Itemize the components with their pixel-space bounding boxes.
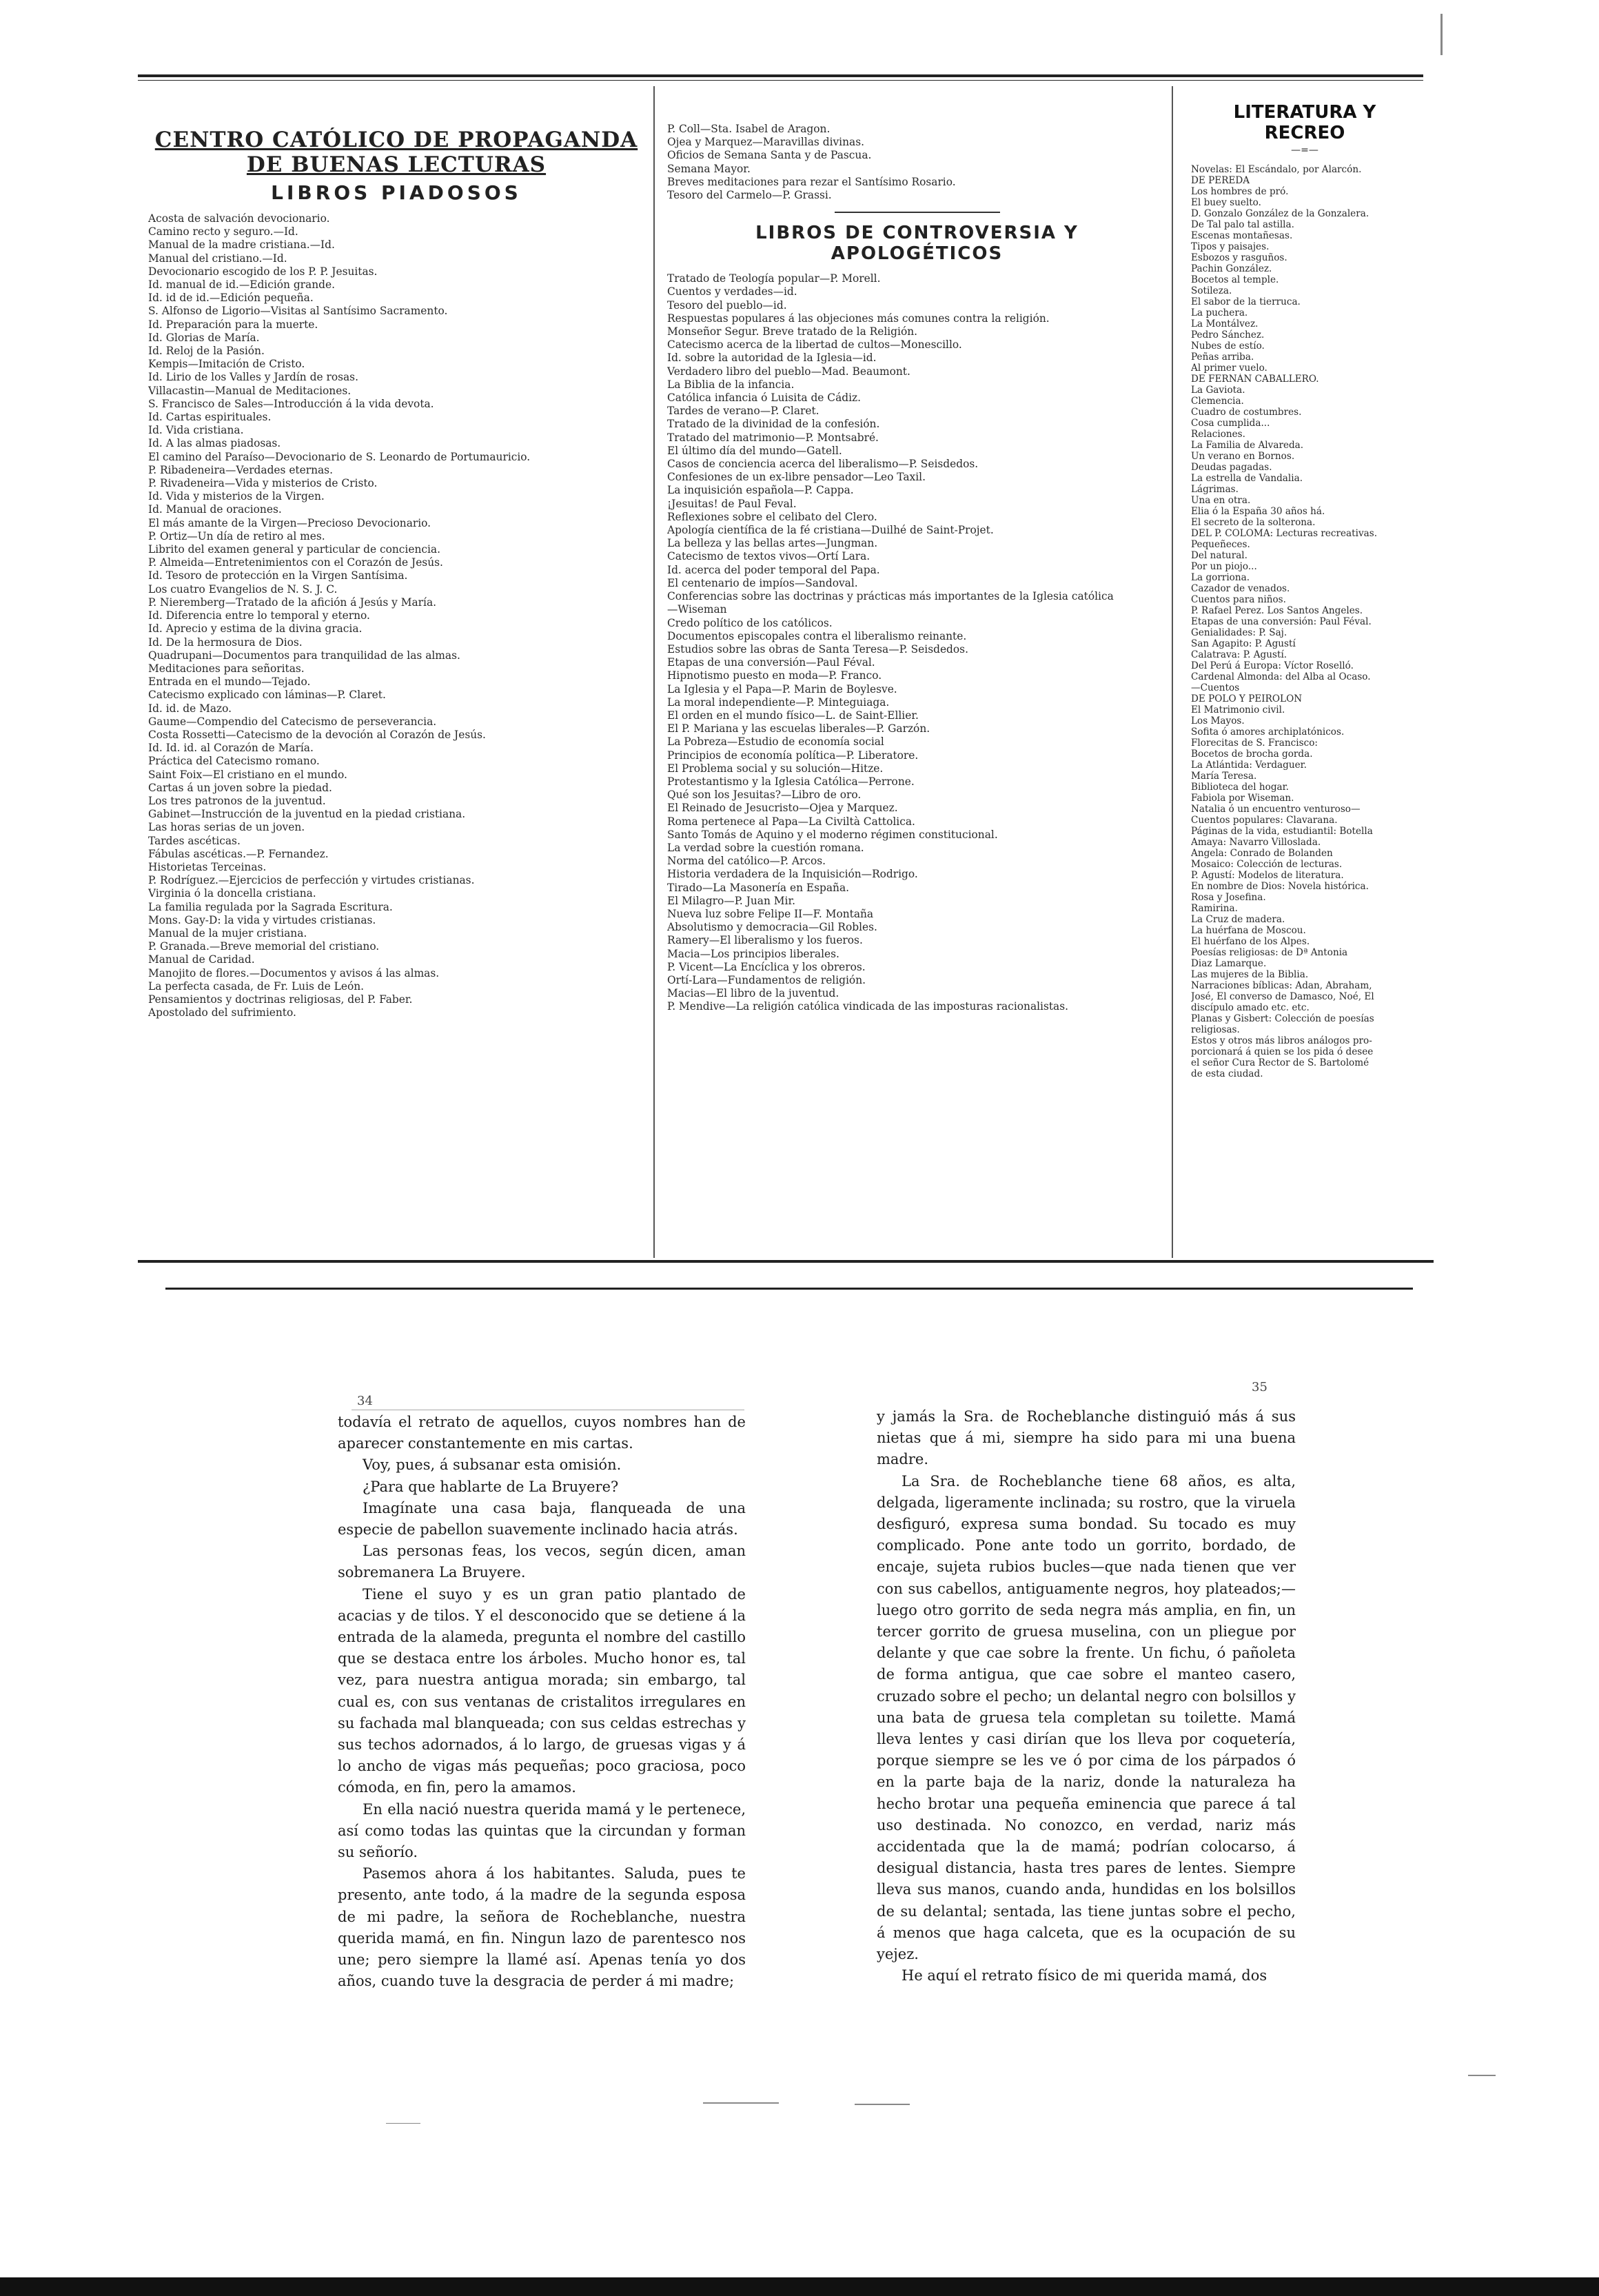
catalog-title: CENTRO CATÓLICO DE PROPAGANDA DE BUENAS LECTURAS <box>154 128 638 177</box>
catalog-entry: La Montálvez. <box>1191 318 1259 329</box>
catalog-entry: El buey suelto. <box>1191 197 1261 208</box>
catalog-entry: El Problema social y su solución—Hitze. <box>667 762 884 775</box>
catalog-entry: Rosa y Josefina. <box>1191 892 1266 903</box>
catalog-entry: La Cruz de madera. <box>1191 914 1285 925</box>
catalog-entry: Cuadro de costumbres. <box>1191 407 1302 418</box>
scan-speck <box>386 2123 420 2124</box>
paragraph: y jamás la Sra. de Rocheblanche distinguió más á sus nietas que á mi, siempre ha sido para mi una buena madre. <box>877 1408 1296 1468</box>
catalog-entry: Cuentos para niños. <box>1191 594 1286 605</box>
catalog-column-controversia <box>667 123 1167 1258</box>
catalog-entry: Virginia ó la doncella cristiana. <box>148 887 316 900</box>
catalog-entry: Qué son los Jesuitas?—Libro de oro. <box>667 789 862 802</box>
catalog-entry: Cuentos populares: Clavarana. <box>1191 815 1338 826</box>
catalog-entry: Por un piojo... <box>1191 561 1257 572</box>
catalog-entry: Práctica del Catecismo romano. <box>148 755 320 768</box>
catalog-entry: Calatrava: P. Agustí. <box>1191 649 1287 660</box>
catalog-entry: Nueva luz sobre Felipe II—F. Montaña <box>667 907 874 920</box>
catalog-entry: Catecismo explicado con láminas—P. Claret. <box>148 689 386 702</box>
catalog-entry: P. Rafael Perez. Los Santos Angeles. <box>1191 605 1363 616</box>
catalog-entry: Lágrimas. <box>1191 484 1239 495</box>
catalog-top-rule <box>138 74 1423 77</box>
catalog-entry: Camino recto y seguro.—Id. <box>148 225 298 238</box>
catalog-entry: El último día del mundo—Gatell. <box>667 444 842 457</box>
catalog-entry: Tratado del matrimonio—P. Montsabré. <box>667 431 879 444</box>
catalog-entry: D. Gonzalo González de la Gonzalera. <box>1191 208 1369 219</box>
catalog-entry: Bocetos al temple. <box>1191 274 1279 285</box>
paragraph: todavía el retrato de aquellos, cuyos nombres han de aparecer constantemente en mis cartas. <box>338 1414 746 1452</box>
catalog-entry: Los cuatro Evangelios de N. S. J. C. <box>148 582 338 596</box>
catalog-entry: Id. Manual de oraciones. <box>148 503 282 516</box>
catalog-entry: Macias—El libro de la juventud. <box>667 987 839 1000</box>
catalog-entry: —Cuentos <box>1191 682 1240 693</box>
catalog-entry: de esta ciudad. <box>1191 1068 1263 1079</box>
catalog-entry: Id. A las almas piadosas. <box>148 437 281 450</box>
catalog-entry: Narraciones bíblicas: Adan, Abraham, <box>1191 980 1372 991</box>
catalog-entry: Sotileza. <box>1191 285 1232 296</box>
catalog-entry: Fábulas ascéticas.—P. Fernandez. <box>148 847 329 860</box>
catalog-entry: Kempis—Imitación de Cristo. <box>148 358 305 371</box>
catalog-entry: discípulo amado etc. etc. <box>1191 1002 1310 1013</box>
catalog-entry: La moral independiente—P. Minteguiaga. <box>667 695 890 709</box>
catalog-entry: Id. Diferencia entre lo temporal y eterno. <box>148 609 370 622</box>
catalog-entry: P. Agustí: Modelos de literatura. <box>1191 870 1344 881</box>
catalog-entry: Diaz Lamarque. <box>1191 958 1267 969</box>
catalog-entry: Pedro Sánchez. <box>1191 329 1265 341</box>
catalog-entry: Protestantismo y la Iglesia Católica—Perrone. <box>667 775 915 788</box>
catalog-entry: DE POLO Y PEIROLON <box>1191 693 1303 704</box>
catalog-entry: Id. Tesoro de protección en la Virgen Santísima. <box>148 569 408 582</box>
controversia-list <box>667 272 1167 1013</box>
catalog-entry: Documentos episcopales contra el liberalismo reinante. <box>667 629 967 642</box>
catalog-entry: Novelas: El Escándalo, por Alarcón. <box>1191 164 1362 175</box>
right-page-text <box>877 1406 1296 1987</box>
catalog-column-piadosos <box>148 128 644 1258</box>
catalog-entry: La huérfana de Moscou. <box>1191 925 1306 936</box>
catalog-entry: Tratado de la divinidad de la confesión. <box>667 418 880 431</box>
section-heading-literatura: LITERATURA Y RECREO <box>1233 102 1376 143</box>
catalog-entry: Casos de conciencia acerca del liberalismo—P. Seisdedos. <box>667 458 979 471</box>
paragraph: ¿Para que hablarte de La Bruyere? <box>363 1478 619 1495</box>
literatura-list <box>1191 164 1418 1079</box>
catalog-entry: Confesiones de un ex-libre pensador—Leo Taxil. <box>667 471 926 484</box>
catalog-entry: Los tres patronos de la juventud. <box>148 794 326 807</box>
scan-speck <box>1468 2075 1496 2076</box>
catalog-entry: Pachin González. <box>1191 263 1272 274</box>
middle-top-list <box>667 123 1167 202</box>
catalog-entry: Id. Lirio de los Valles y Jardín de rosas. <box>148 371 358 384</box>
heading-ornament: —=— <box>1291 145 1318 156</box>
catalog-entry: Bocetos de brocha gorda. <box>1191 749 1313 760</box>
catalog-entry: La estrella de Vandalia. <box>1191 473 1303 484</box>
catalog-entry: Tardes de verano—P. Claret. <box>667 405 819 418</box>
catalog-entry: La Biblia de la infancia. <box>667 378 795 391</box>
section-heading-controversia: LIBROS DE CONTROVERSIA Y APOLOGÉTICOS <box>755 223 1079 265</box>
catalog-entry: Amaya: Navarro Villoslada. <box>1191 837 1321 848</box>
catalog-entry: El sabor de la tierruca. <box>1191 296 1301 307</box>
catalog-entry: S. Alfonso de Ligorio—Visitas al Santísimo Sacramento. <box>148 305 448 318</box>
section-divider <box>835 212 1000 213</box>
catalog-entry: Del Perú á Europa: Víctor Roselló. <box>1191 660 1354 671</box>
catalog-entry: Meditaciones para señoritas. <box>148 662 305 675</box>
catalog-column-literatura <box>1191 102 1418 1258</box>
catalog-entry: Oficios de Semana Santa y de Pascua. <box>667 149 872 162</box>
catalog-entry: Historia verdadera de la Inquisición—Rodrigo. <box>667 868 918 881</box>
catalog-entry: Id. sobre la autoridad de la Iglesia—id. <box>667 352 877 365</box>
catalog-entry: Id. Id. id. al Corazón de María. <box>148 742 314 755</box>
catalog-entry: Ramery—El liberalismo y los fueros. <box>667 934 863 947</box>
catalog-entry: Verdadero libro del pueblo—Mad. Beaumont. <box>667 365 910 378</box>
catalog-entry: José, El converso de Damasco, Noé, El <box>1191 991 1374 1002</box>
catalog-entry: El Milagro—P. Juan Mir. <box>667 894 796 907</box>
catalog-entry: Natalia ó un encuentro venturoso— <box>1191 804 1361 815</box>
catalog-entry: DEL P. COLOMA: Lecturas recreativas. <box>1191 528 1378 539</box>
catalog-entry: Credo político de los católicos. <box>667 616 833 629</box>
catalog-entry: La perfecta casada, de Fr. Luis de León. <box>148 979 365 993</box>
catalog-entry: Manual de la mujer cristiana. <box>148 926 307 939</box>
catalog-entry: Roma pertenece al Papa—La Civiltà Cattolica. <box>667 815 915 828</box>
catalog-entry: Los Mayos. <box>1191 715 1245 727</box>
catalog-bottom-rule-thin <box>165 1288 1413 1290</box>
catalog-entry: religiosas. <box>1191 1024 1240 1035</box>
catalog-entry: Biblioteca del hogar. <box>1191 782 1289 793</box>
catalog-entry: Saint Foix—El cristiano en el mundo. <box>148 768 347 781</box>
paragraph: Voy, pues, á subsanar esta omisión. <box>363 1456 622 1474</box>
catalog-entry: el señor Cura Rector de S. Bartolomé <box>1191 1057 1369 1068</box>
catalog-entry: Id. Reloj de la Pasión. <box>148 345 265 358</box>
catalog-entry: P. Almeida—Entretenimientos con el Corazón de Jesús. <box>148 556 443 569</box>
catalog-entry: Id. De la hermosura de Dios. <box>148 636 303 649</box>
paragraph: Imagínate una casa baja, flanqueada de una especie de pabellon suavemente inclinado hacia atrás. <box>338 1499 746 1538</box>
catalog-entry: Monseñor Segur. Breve tratado de la Religión. <box>667 325 918 338</box>
catalog-entry: Macia—Los principios liberales. <box>667 947 839 960</box>
catalog-entry: Pensamientos y doctrinas religiosas, del P. Faber. <box>148 993 413 1006</box>
catalog-entry: P. Granada.—Breve memorial del cristiano. <box>148 940 380 953</box>
catalog-entry: Las horas serias de un joven. <box>148 821 305 834</box>
paragraph: He aquí el retrato físico de mi querida mamá, dos <box>902 1967 1267 1984</box>
catalog-entry: Norma del católico—P. Arcos. <box>667 855 826 868</box>
catalog-entry: Ortí-Lara—Fundamentos de religión. <box>667 973 866 986</box>
catalog-entry: Esbozos y rasguños. <box>1191 252 1287 263</box>
catalog-entry: Historietas Terceinas. <box>148 860 267 873</box>
catalog-entry: Tardes ascéticas. <box>148 834 241 847</box>
catalog-entry: Breves meditaciones para rezar el Santísimo Rosario. <box>667 175 956 188</box>
catalog-entry: P. Mendive—La religión católica vindicada de las imposturas racionalistas. <box>667 1000 1069 1013</box>
catalog-entry: El camino del Paraíso—Devocionario de S. Leonardo de Portumauricio. <box>148 450 531 463</box>
catalog-entry: Tirado—La Masonería en España. <box>667 881 850 894</box>
catalog-entry: La familia regulada por la Sagrada Escritura. <box>148 900 393 913</box>
catalog-entry: Id. Vida y misterios de la Virgen. <box>148 490 325 503</box>
catalog-entry: Cuentos y verdades—id. <box>667 285 797 298</box>
catalog-entry: Acosta de salvación devocionario. <box>148 212 330 225</box>
catalog-entry: Pequeñeces. <box>1191 539 1250 550</box>
catalog-entry: Etapas de una conversión—Paul Féval. <box>667 656 875 669</box>
catalog-entry: P. Ribadeneira—Verdades eternas. <box>148 463 333 476</box>
scan-speck <box>855 2104 910 2105</box>
catalog-entry: Deudas pagadas. <box>1191 462 1272 473</box>
catalog-entry: Id. Glorias de María. <box>148 331 260 344</box>
catalog-entry: Semana Mayor. <box>667 162 751 175</box>
catalog-entry: P. Rivadeneira—Vida y misterios de Cristo. <box>148 477 378 490</box>
catalog-entry: Tratado de Teología popular—P. Morell. <box>667 272 881 285</box>
catalog-entry: P. Coll—Sta. Isabel de Aragon. <box>667 123 831 135</box>
catalog-entry: Id. Cartas espirituales. <box>148 411 272 424</box>
catalog-entry: Apología científica de la fé cristiana—Duilhé de Saint-Projet. <box>667 524 994 537</box>
paragraph: La Sra. de Rocheblanche tiene 68 años, es alta, delgada, ligeramente inclinada; su rostro, que la viruela desfiguró, expresa suma bondad. Su tocado es muy complicado. Pone ante todo un gorrito, bordado, de encaje, sujeta rubios bucles—que nada tienen que ver con sus cabellos, antiguamente negros, hoy plateados;—luego otro gorrito de seda negra más amplia, en fin, un tercer gorrito de gruesa muselina, con un pliegue por delante y que cae sobre la frente. Un fichu, ó pañoleta de forma antigua, que cae sobre el manteo casero, cruzado sobre el pecho; un delantal negro con bolsillos y una bata de gruesa tela completan su toilette. Mamá lleva lentes y casi dirían que los lleva por coquetería, porque siempre se les ve ó por cima de los párpados ó en la parte baja de la nariz, donde la naturaleza ha hecho brotar una pequeña eminencia que parece á tal uso destinada. No conozco, en verdad, nariz más accidentada que la de mamá; podrían colocarso, á desigual distancia, hasta tres pares de lentes. Siempre lleva sus manos, cuando anda, hundidas en los bolsillos de su delantal; sentada, las tiene juntas sobre el pecho, á menos que haga calceta, que es la ocupación de su yejez. <box>877 1472 1296 1963</box>
catalog-entry: Manual de la madre cristiana.—Id. <box>148 238 335 252</box>
paragraph: Tiene el suyo y es un gran patio plantado de acacias y de tilos. Y el desconocido que se detiene á la entrada de la alameda, pregunta el nombre del castillo que se destaca entre los árboles. Mucho honor es, tal vez, para nuestra antigua morada; sin embargo, tal cual es, con sus ventanas de cristalitos irregulares en su fachada mal blanqueada; con sus celdas estrechas y sus techos adornados, á lo largo, de gruesas vigas y á lo ancho de vigas más pequeñas; poco graciosa, poco cómoda, en fin, pero la amamos. <box>338 1585 746 1796</box>
catalog-entry: La gorriona. <box>1191 572 1250 583</box>
catalog-entry: Catecismo de textos vivos—Ortí Lara. <box>667 550 870 563</box>
catalog-entry: El centenario de impíos—Sandoval. <box>667 576 858 589</box>
catalog-entry: Mosaico: Colección de lecturas. <box>1191 859 1343 870</box>
catalog-entry: El Reinado de Jesucristo—Ojea y Marquez. <box>667 802 898 815</box>
column-divider <box>653 86 655 1258</box>
catalog-entry: Cartas á un joven sobre la piedad. <box>148 781 332 794</box>
catalog-entry: La Atlántida: Verdaguer. <box>1191 760 1307 771</box>
catalog-entry: Absolutismo y democracia—Gil Robles. <box>667 921 877 934</box>
catalog-entry: Etapas de una conversión: Paul Féval. <box>1191 616 1372 627</box>
catalog-entry: P. Vicent—La Encíclica y los obreros. <box>667 960 866 973</box>
catalog-entry: Elia ó la España 30 años há. <box>1191 506 1325 517</box>
catalog-entry: DE FERNÁN CABALLERO. <box>1191 374 1319 385</box>
catalog-entry: Hipnotismo puesto en moda—P. Franco. <box>667 669 882 682</box>
catalog-entry: —Wiseman <box>667 603 727 616</box>
catalog-entry: El Matrimonio civil. <box>1191 704 1285 715</box>
catalog-entry: Conferencias sobre las doctrinas y prácticas más importantes de la Iglesia católica <box>667 590 1114 603</box>
catalog-entry: El más amante de la Virgen—Precioso Devocionario. <box>148 516 431 529</box>
catalog-entry: Planas y Gisbert: Colección de poesías <box>1191 1013 1374 1024</box>
catalog-entry: El P. Mariana y las escuelas liberales—P. Garzón. <box>667 722 930 735</box>
catalog-entry: Librito del examen general y particular de conciencia. <box>148 543 440 556</box>
catalog-entry: Católica infancia ó Luisita de Cádiz. <box>667 392 862 405</box>
section-heading-piadosos: LIBROS PIADOSOS <box>271 181 522 204</box>
catalog-entry: El secreto de la solterona. <box>1191 517 1316 528</box>
catalog-entry: Gaume—Compendio del Catecismo de perseverancia. <box>148 715 437 728</box>
catalog-entry: La inquisición española—P. Cappa. <box>667 484 854 497</box>
catalog-entry: Poesías religiosas: de Dª Antonia <box>1191 947 1348 958</box>
catalog-entry: Una en otra. <box>1191 495 1251 506</box>
catalog-entry: Angela: Conrado de Bolanden <box>1191 848 1333 859</box>
catalog-bottom-rule <box>138 1260 1434 1263</box>
catalog-entry: Fabiola por Wiseman. <box>1191 793 1294 804</box>
catalog-entry: Apostolado del sufrimiento. <box>148 1006 296 1019</box>
catalog-entry: Reflexiones sobre el celibato del Clero. <box>667 510 877 523</box>
catalog-entry: El orden en el mundo físico—L. de Saint-Ellier. <box>667 709 919 722</box>
scan-speck <box>703 2102 779 2104</box>
catalog-entry: Villacastin—Manual de Meditaciones. <box>148 384 352 397</box>
catalog-entry: Ojea y Marquez—Maravillas divinas. <box>667 136 864 149</box>
catalog-entry: P. Ortiz—Un día de retiro al mes. <box>148 529 325 542</box>
catalog-entry: Mons. Gay-D: la vida y virtudes cristianas. <box>148 913 376 926</box>
catalog-entry: Catecismo acerca de la libertad de cultos—Monescillo. <box>667 338 962 352</box>
catalog-entry: Respuestas populares á las objeciones más comunes contra la religión. <box>667 312 1050 325</box>
catalog-entry: Tesoro del pueblo—id. <box>667 298 787 312</box>
scan-speck <box>1440 14 1443 55</box>
catalog-entry: Del natural. <box>1191 550 1247 561</box>
left-page-text <box>338 1412 746 1992</box>
page-number-left: 34 <box>357 1394 373 1408</box>
catalog-entry: Al primer vuelo. <box>1191 363 1267 374</box>
catalog-entry: Los hombres de pró. <box>1191 186 1289 197</box>
catalog-entry: Id. id de id.—Edición pequeña. <box>148 292 314 305</box>
catalog-entry: Id. acerca del poder temporal del Papa. <box>667 563 880 576</box>
catalog-entry: Santo Tomás de Aquino y el moderno régimen constitucional. <box>667 828 998 841</box>
catalog-entry: Id. id. de Mazo. <box>148 702 232 715</box>
catalog-entry: Páginas de la vida, estudiantil: Botella <box>1191 826 1373 837</box>
catalog-entry: Costa Rossetti—Catecismo de la devoción al Corazón de Jesús. <box>148 728 486 741</box>
catalog-entry: La puchera. <box>1191 307 1248 318</box>
catalog-entry: Relaciones. <box>1191 429 1245 440</box>
paragraph: En ella nació nuestra querida mamá y le pertenece, así como todas las quintas que la circundan y forman su señorío. <box>338 1800 746 1861</box>
catalog-entry: Cardenal Almonda: del Alba al Ocaso. <box>1191 671 1371 682</box>
paragraph: Las personas feas, los vecos, según dicen, aman sobremanera La Bruyere. <box>338 1543 746 1581</box>
catalog-entry: Sofita ó amores archiplatónicos. <box>1191 727 1345 738</box>
catalog-entry: Tipos y paisajes. <box>1191 241 1270 252</box>
catalog-entry: La verdad sobre la cuestión romana. <box>667 841 864 854</box>
catalog-entry: Id. Preparación para la muerte. <box>148 318 318 331</box>
catalog-entry: Un verano en Bornos. <box>1191 451 1295 462</box>
catalog-entry: Ramirina. <box>1191 903 1238 914</box>
catalog-entry: porcionará á quien se los pida ó desee <box>1191 1046 1374 1057</box>
catalog-entry: Id. Aprecio y estima de la divina gracia. <box>148 622 363 636</box>
catalog-entry: Cosa cumplida... <box>1191 418 1270 429</box>
catalog-entry: P. Nieremberg—Tratado de la afición á Jesús y María. <box>148 596 437 609</box>
catalog-entry: La Gaviota. <box>1191 385 1245 396</box>
catalog-entry: Gabinet—Instrucción de la juventud en la piedad cristiana. <box>148 808 466 821</box>
catalog-entry: La Pobreza—Estudio de economía social <box>667 735 884 749</box>
catalog-entry: Florecitas de S. Francisco: <box>1191 738 1318 749</box>
catalog-entry: Peñas arriba. <box>1191 352 1254 363</box>
catalog-entry: Tesoro del Carmelo—P. Grassi. <box>667 189 832 202</box>
catalog-entry: S. Francisco de Sales—Introducción á la vida devota. <box>148 397 434 410</box>
catalog-entry: De Tal palo tal astilla. <box>1191 219 1294 230</box>
catalog-top-rule-thin <box>138 80 1423 81</box>
catalog-entry: Escenas montañesas. <box>1191 230 1293 241</box>
catalog-entry: Las mujeres de la Biblia. <box>1191 969 1309 980</box>
catalog-entry: Entrada en el mundo—Tejado. <box>148 675 311 689</box>
catalog-entry: La belleza y las bellas artes—Jungman. <box>667 537 878 550</box>
catalog-entry: La Familia de Alvareda. <box>1191 440 1304 451</box>
catalog-entry: Cazador de venados. <box>1191 583 1290 594</box>
paragraph: Pasemos ahora á los habitantes. Saluda, pues te presento, ante todo, á la madre de la segunda esposa de mi padre, la señora de Rocheblanche, nuestra querida mamá, en fin. Ningun lazo de parentesco nos une; pero siempre la llamé así. Apenas tenía yo dos años, cuando tuve la desgracia de perder á mi madre; <box>338 1865 746 1990</box>
catalog-entry: Estudios sobre las obras de Santa Teresa—P. Seisdedos. <box>667 642 968 656</box>
piadosos-list <box>148 212 644 1019</box>
catalog-entry: El huérfano de los Alpes. <box>1191 936 1310 947</box>
catalog-entry: ¡Jesuitas! de Paul Feval. <box>667 497 797 510</box>
catalog-entry: Id. manual de id.—Edición grande. <box>148 278 335 292</box>
column-divider <box>1172 86 1173 1258</box>
catalog-entry: Clemencia. <box>1191 396 1244 407</box>
catalog-entry: La Iglesia y el Papa—P. Marin de Boylesve. <box>667 682 897 695</box>
page-number-right: 35 <box>1252 1380 1267 1394</box>
catalog-entry: Manojito de flores.—Documentos y avisos á las almas. <box>148 966 440 979</box>
catalog-entry: DE PEREDA <box>1191 175 1250 186</box>
catalog-entry: En nombre de Dios: Novela histórica. <box>1191 881 1369 892</box>
catalog-entry: Id. Vida cristiana. <box>148 424 244 437</box>
catalog-entry: Quadrupani—Documentos para tranquilidad de las almas. <box>148 649 460 662</box>
catalog-entry: Nubes de estío. <box>1191 341 1265 352</box>
catalog-entry: Devocionario escogido de los P. P. Jesuitas. <box>148 265 378 278</box>
catalog-entry: San Agapito: P. Agustí <box>1191 638 1296 649</box>
catalog-entry: María Teresa. <box>1191 771 1257 782</box>
catalog-entry: Manual de Caridad. <box>148 953 255 966</box>
scan-border-bottom <box>0 2277 1599 2296</box>
catalog-entry: Estos y otros más libros análogos pro- <box>1191 1035 1372 1046</box>
catalog-entry: Manual del cristiano.—Id. <box>148 252 287 265</box>
catalog-entry: P. Rodríguez.—Ejercicios de perfección y virtudes cristianas. <box>148 874 475 887</box>
catalog-entry: Genialidades: P. Saj. <box>1191 627 1287 638</box>
catalog-entry: Principios de economía política—P. Liberatore. <box>667 749 919 762</box>
